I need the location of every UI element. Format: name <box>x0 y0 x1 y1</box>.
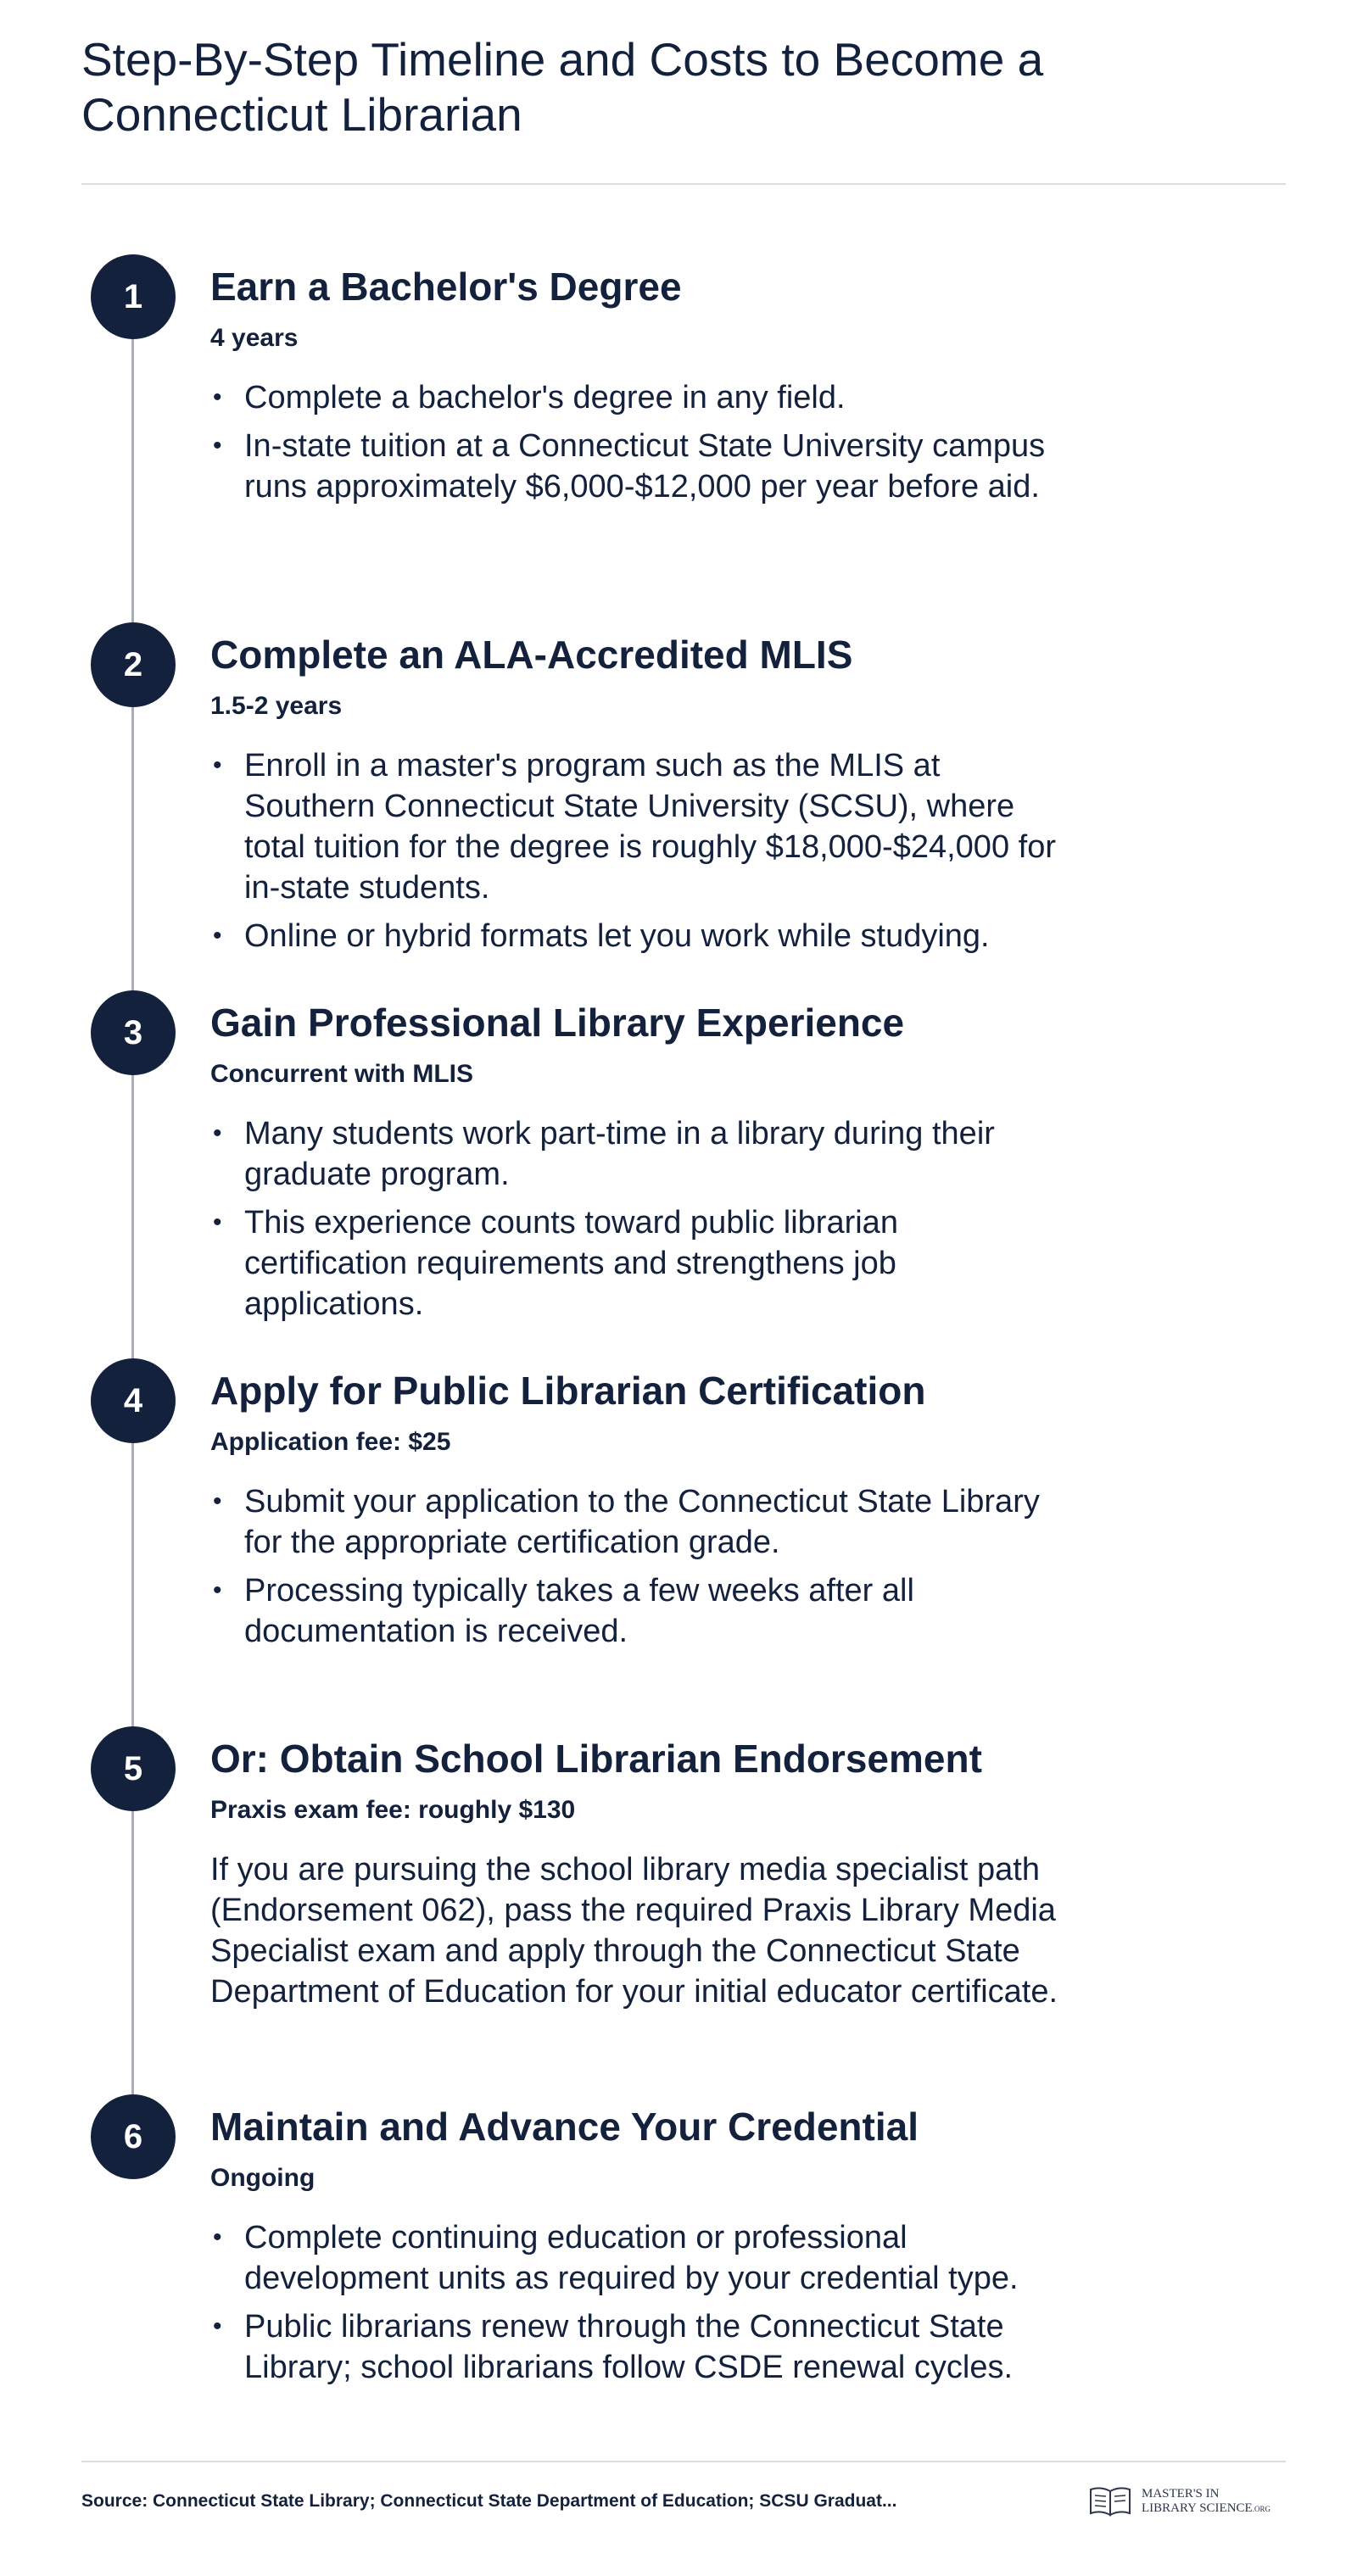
bullet-icon: • <box>213 1575 222 1604</box>
list-item-text: In-state tuition at a Connecticut State University campus runs approximately $6,000-$12,000 per year before aid. <box>244 427 1046 505</box>
step-duration: 4 years <box>210 323 299 352</box>
list-item <box>210 2217 1058 2299</box>
step-number-badge: 1 <box>91 254 176 339</box>
list-item-text: Online or hybrid formats let you work while studying. <box>244 917 990 954</box>
list-item-text: This experience counts toward public librarian certification requirements and strengthens job applications. <box>244 1204 898 1322</box>
step-number-badge: 5 <box>91 1726 176 1811</box>
step-title: Or: Obtain School Librarian Endorsement <box>210 1737 982 1781</box>
bullet-icon: • <box>213 382 222 411</box>
timeline-line <box>131 297 134 2137</box>
open-book-icon <box>1087 2484 1133 2518</box>
step-title: Complete an ALA-Accredited MLIS <box>210 633 853 677</box>
step-duration: 1.5-2 years <box>210 691 343 720</box>
list-item <box>210 426 1058 507</box>
step-bullet-list <box>210 1481 1058 1652</box>
logo-line-2: LIBRARY SCIENCE <box>1142 2501 1253 2515</box>
logo-line-1: MASTER'S IN <box>1142 2486 1220 2501</box>
bullet-icon: • <box>213 1486 222 1515</box>
step-duration: Concurrent with MLIS <box>210 1059 473 1088</box>
bullet-icon: • <box>213 2311 222 2340</box>
list-item-text: Complete a bachelor's degree in any field. <box>244 379 846 415</box>
bullet-icon: • <box>213 1207 222 1236</box>
list-item-text: Complete continuing education or professional development units as required by your credential type. <box>244 2219 1019 2296</box>
header-divider <box>81 183 1286 185</box>
site-logo[interactable] <box>1087 2481 1270 2522</box>
footer-divider <box>81 2461 1286 2462</box>
step-bullet-list <box>210 745 1058 956</box>
list-item-text: Submit your application to the Connecticut State Library for the appropriate certification grade. <box>244 1483 1040 1560</box>
step-title: Earn a Bachelor's Degree <box>210 265 682 309</box>
list-item <box>210 1202 1058 1324</box>
step-title: Apply for Public Librarian Certification <box>210 1369 926 1413</box>
bullet-icon: • <box>213 921 222 950</box>
list-item <box>210 1570 1058 1652</box>
step-title: Maintain and Advance Your Credential <box>210 2105 919 2149</box>
step-number-badge: 4 <box>91 1358 176 1443</box>
step-title: Gain Professional Library Experience <box>210 1001 905 1045</box>
bullet-icon: • <box>213 750 222 779</box>
page-title: Step-By-Step Timeline and Costs to Become a Connecticut Librarian <box>81 33 1044 141</box>
list-item <box>210 916 1058 956</box>
list-item-text: Enroll in a master's program such as the MLIS at Southern Connecticut State University (SCSU), where total tuition for the degree is roughly $18,000-$24,000 for in-state students. <box>244 747 1056 906</box>
step-fee: Application fee: $25 <box>210 1427 451 1456</box>
step-number-badge: 6 <box>91 2094 176 2179</box>
list-item-text: Processing typically takes a few weeks after all documentation is received. <box>244 1572 914 1649</box>
list-item <box>210 745 1058 908</box>
list-item <box>210 1481 1058 1563</box>
list-item <box>210 1113 1058 1195</box>
source-citation: Source: Connecticut State Library; Connecticut State Department of Education; SCSU Graduat... <box>81 2491 897 2511</box>
step-bullet-list <box>210 2217 1058 2388</box>
list-item <box>210 377 1058 418</box>
list-item <box>210 2306 1058 2388</box>
step-bullet-list <box>210 377 1058 507</box>
bullet-icon: • <box>213 431 222 460</box>
bullet-icon: • <box>213 2222 222 2251</box>
step-number-badge: 3 <box>91 990 176 1075</box>
step-fee: Praxis exam fee: roughly $130 <box>210 1795 576 1824</box>
bullet-icon: • <box>213 1118 222 1147</box>
step-description: If you are pursuing the school library media specialist path (Endorsement 062), pass the required Praxis Library Media Specialist exam and apply through the Connecticut State Department of Education for your initial educator certificate. <box>210 1851 1058 2010</box>
list-item-text: Public librarians renew through the Connecticut State Library; school librarians follow CSDE renewal cycles. <box>244 2308 1014 2385</box>
step-bullet-list <box>210 1113 1058 1324</box>
logo-wordmark <box>1142 2487 1270 2517</box>
step-duration: Ongoing <box>210 2163 316 2192</box>
list-item-text: Many students work part-time in a library during their graduate program. <box>244 1115 995 1192</box>
step-number-badge: 2 <box>91 622 176 707</box>
logo-suffix: .ORG <box>1252 2504 1270 2513</box>
